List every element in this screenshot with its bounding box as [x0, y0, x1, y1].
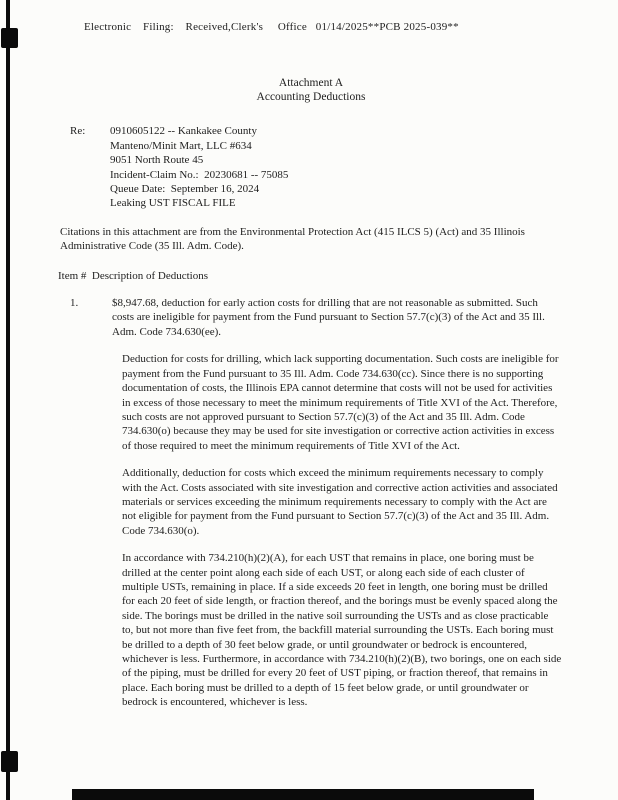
scan-artifact-bottom-bar — [72, 789, 534, 800]
deduction-paragraph-3: Additionally, deduction for costs which exceed the minimum requirements necessary to comply with the Act. Costs associated with site investigation and corrective action activities and associated materials or services exceeding the minimum requirements necessary to comply with the Act are not eligible for payment from the Fund pursuant to Section 57.7(c)(3) of the Act and 35 Ill. Adm. Code 734.630(o). — [122, 467, 558, 537]
re-label: Re: — [70, 125, 86, 138]
attachment-subtitle: Accounting Deductions — [256, 91, 366, 104]
scan-artifact-bottom-left — [1, 751, 18, 772]
scan-artifact-top-left — [1, 28, 18, 48]
item-body — [112, 296, 562, 723]
re-block — [60, 124, 562, 210]
deduction-paragraph-4: In accordance with 734.210(h)(2)(A), for each UST that remains in place, one boring must be drilled at the center point along each side of each UST, or along each side of each cluster of multiple USTs, remaining in place. If a side exceeds 20 feet in length, one boring must be drilled for each 20 feet of side length, or fraction thereof, and the borings must be evenly spaced along the side. The borings must be drilled in the native soil surrounding the USTs and as close practicable to, but not more than five feet from, the backfill material surrounding the USTs. Each boring must be drilled to a depth of 30 feet below grade, or until groundwater or bedrock is encountered, whichever is less. Furthermore, in accordance with 734.210(h)(2)(B), two borings, one on each side of the piping, must be drilled for every 20 feet of UST piping, or fraction thereof, that remains in place. Each boring must be drilled to a depth of 15 feet below grade, or until groundwater or bedrock is encountered, whichever is less. — [122, 552, 562, 709]
attachment-title: Attachment A — [278, 77, 344, 90]
deduction-item-1 — [60, 296, 562, 723]
re-line-queue-date: Queue Date: September 16, 2024 — [110, 183, 260, 196]
item-description-header: Item # Description of Deductions — [58, 269, 208, 282]
re-line-case-number: 0910605122 -- Kankakee County — [110, 125, 257, 138]
re-lines — [110, 124, 288, 210]
re-line-address: 9051 North Route 45 — [110, 154, 204, 167]
filing-header: Electronic Filing: Received,Clerk's Office 01/14/2025**PCB 2025-039** — [84, 21, 459, 33]
deduction-paragraph-1: $8,947.68, deduction for early action costs for drilling that are not reasonable as submitted. Such costs are ineligible for payment from the Fund pursuant to Section 57.7(c)(3) of the Act and 35 Ill. Adm. Code 734.630(ee). — [112, 297, 545, 338]
re-line-incident-claim: Incident-Claim No.: 20230681 -- 75085 — [110, 168, 289, 181]
item-number: 1. — [70, 297, 79, 310]
attachment-title-block — [60, 76, 562, 104]
deduction-paragraph-2: Deduction for costs for drilling, which lack supporting documentation. Such costs are ineligible for payment from the Fund pursuant to 35 Ill. Adm. Code 734.630(cc). Since there is no supporting documentation of costs, the Illinois EPA cannot determine that costs will not be used for activities in excess of those necessary to meet the minimum requirements of Title XVI of the Act. Therefore, such costs are not approved pursuant to Section 57.7(c)(3) of the Act and 35 Ill. Adm. Code 734.630(o) because they may be used for site investigation or corrective action activities in excess of those required to meet the minimum requirements of Title XVI of the Act. — [122, 353, 559, 452]
scan-artifact-left-edge — [6, 0, 10, 800]
re-line-file-type: Leaking UST FISCAL FILE — [110, 197, 236, 210]
re-line-facility: Manteno/Minit Mart, LLC #634 — [110, 139, 252, 152]
citations-paragraph: Citations in this attachment are from the Environmental Protection Act (415 ILCS 5) (Act) and 35 Illinois Administrative Code (35 Ill. Adm. Code). — [60, 225, 525, 253]
